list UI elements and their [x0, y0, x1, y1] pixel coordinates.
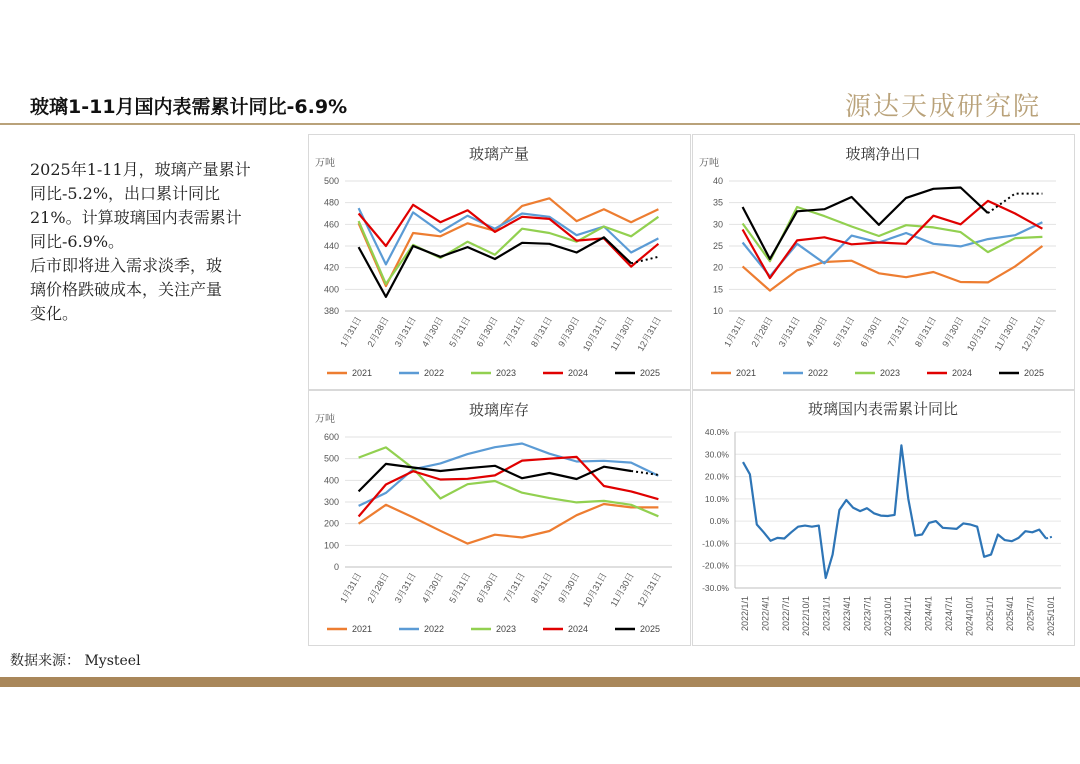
x-tick-label: 10月31日 — [580, 315, 609, 353]
x-tick-label: 2月28日 — [365, 571, 391, 605]
title-divider — [0, 123, 1080, 125]
y-tick-label: 40.0% — [704, 427, 729, 437]
y-tick-label: 480 — [323, 197, 339, 208]
logo: 源达天成研究院 — [845, 92, 1042, 122]
footer-bar — [0, 677, 1080, 687]
x-tick-label: 5月31日 — [447, 315, 473, 349]
y-tick-label: 0.0% — [709, 516, 729, 527]
y-tick-label: 35 — [712, 197, 723, 208]
y-tick-label: 460 — [323, 219, 339, 230]
legend-label: 2022 — [808, 368, 829, 378]
legend-label: 2024 — [952, 368, 973, 378]
legend-label: 2022 — [424, 624, 445, 634]
x-tick-label: 9月30日 — [556, 571, 582, 605]
legend-label: 2025 — [640, 624, 661, 634]
x-tick-label: 7月31日 — [501, 315, 527, 349]
x-tick-label: 6月30日 — [858, 315, 884, 349]
x-tick-label: 4月30日 — [419, 315, 446, 349]
y-tick-label: 40 — [712, 176, 723, 186]
x-tick-label: 7月31日 — [501, 571, 527, 605]
legend-label: 2021 — [352, 624, 373, 634]
y-tick-label: 0 — [333, 562, 339, 572]
x-tick-label: 11月30日 — [608, 315, 636, 353]
unit-label: 万吨 — [315, 414, 335, 425]
summary-line: 2025年1-11月，玻璃产量累计 — [30, 160, 251, 179]
legend-label: 2025 — [1024, 368, 1045, 378]
x-tick-label: 3月31日 — [776, 315, 802, 349]
x-tick-label: 2024/4/1 — [923, 596, 934, 632]
chart-demand-yoy — [692, 390, 1075, 646]
x-tick-label: 4月30日 — [419, 571, 446, 605]
y-tick-label: 500 — [323, 453, 339, 464]
x-tick-label: 11月30日 — [608, 571, 636, 609]
legend-label: 2021 — [736, 368, 757, 378]
page-title: 玻璃1-11月国内表需累计同比-6.9% — [30, 96, 348, 118]
x-tick-label: 2024/7/1 — [944, 596, 954, 632]
y-tick-label: 20.0% — [704, 471, 729, 482]
chart-title: 玻璃国内表需累计同比 — [807, 401, 959, 418]
x-tick-label: 2023/1/1 — [821, 596, 832, 632]
series-line-2025 — [743, 188, 988, 260]
x-tick-label: 5月31日 — [447, 571, 473, 605]
x-tick-label: 1月31日 — [338, 315, 364, 349]
chart-demand-yoy-svg — [693, 391, 1074, 645]
x-tick-label: 4月30日 — [803, 315, 830, 349]
x-tick-label: 2025/4/1 — [1005, 596, 1016, 632]
chart-net-export-svg — [693, 135, 1074, 389]
y-tick-label: 30 — [712, 219, 723, 230]
x-tick-label: 2022/7/1 — [780, 596, 791, 632]
chart-net-export — [692, 134, 1075, 390]
x-tick-label: 2023/4/1 — [842, 596, 852, 632]
x-tick-label: 8月31日 — [528, 315, 555, 349]
y-tick-label: 100 — [323, 540, 339, 551]
x-tick-label: 3月31日 — [392, 571, 418, 605]
x-tick-label: 2022/1/1 — [740, 596, 750, 632]
x-tick-label: 2024/1/1 — [903, 596, 914, 632]
x-tick-label: 2025/1/1 — [984, 596, 995, 632]
data-source: 数据来源： Mysteel — [10, 653, 141, 669]
summary-text — [30, 158, 292, 326]
x-tick-label: 2024/10/1 — [964, 596, 975, 637]
x-tick-label: 10月31日 — [580, 571, 609, 609]
unit-label: 万吨 — [315, 158, 335, 169]
x-tick-label: 2023/7/1 — [862, 596, 873, 632]
summary-line: 变化。 — [30, 304, 79, 323]
series-line-2022 — [359, 208, 659, 264]
x-tick-label: 5月31日 — [831, 315, 857, 349]
x-tick-label: 2月28日 — [749, 315, 775, 349]
x-tick-label: 2025/10/1 — [1046, 596, 1056, 637]
legend-label: 2023 — [496, 624, 517, 634]
y-tick-label: 440 — [323, 241, 339, 251]
x-tick-label: 12月31日 — [635, 571, 664, 609]
y-tick-label: 380 — [323, 306, 339, 316]
chart-title: 玻璃库存 — [468, 402, 530, 419]
legend-label: 2021 — [352, 368, 373, 378]
y-tick-label: 300 — [323, 497, 339, 507]
x-tick-label: 1月31日 — [338, 571, 364, 605]
x-tick-label: 12月31日 — [1019, 315, 1048, 353]
y-tick-label: 600 — [323, 432, 339, 442]
chart-production — [308, 134, 691, 390]
x-tick-label: 3月31日 — [392, 315, 418, 349]
legend-label: 2024 — [568, 368, 589, 378]
x-tick-label: 10月31日 — [964, 315, 993, 353]
x-tick-label: 6月30日 — [474, 315, 500, 349]
y-tick-label: 20 — [712, 262, 723, 273]
x-tick-label: 1月31日 — [722, 315, 748, 349]
y-tick-label: -10.0% — [702, 538, 729, 549]
y-tick-label: 10.0% — [704, 493, 729, 504]
x-tick-label: 7月31日 — [885, 315, 911, 349]
summary-line: 后市即将进入需求淡季，玻 — [30, 256, 223, 275]
chart-inventory-svg — [309, 391, 690, 645]
legend-label: 2022 — [424, 368, 445, 378]
chart-production-svg — [309, 135, 690, 389]
chart-title: 玻璃净出口 — [845, 146, 921, 163]
legend-label: 2024 — [568, 624, 589, 634]
y-tick-label: 400 — [323, 284, 339, 295]
y-tick-label: 420 — [323, 262, 339, 273]
x-tick-label: 2022/4/1 — [760, 596, 771, 632]
x-tick-label: 2025/7/1 — [1025, 596, 1036, 632]
legend-label: 2025 — [640, 368, 661, 378]
x-tick-label: 2022/10/1 — [801, 596, 812, 637]
forecast-line — [1046, 537, 1053, 539]
legend-label: 2023 — [496, 368, 517, 378]
x-tick-label: 9月30日 — [940, 315, 966, 349]
legend-label: 2023 — [880, 368, 901, 378]
summary-line: 同比-5.2%，出口累计同比 — [30, 184, 221, 203]
x-tick-label: 8月31日 — [912, 315, 939, 349]
summary-line: 同比-6.9%。 — [30, 232, 125, 251]
y-tick-label: -20.0% — [702, 560, 729, 571]
series-line-yoy — [743, 445, 1046, 578]
x-tick-label: 2023/10/1 — [882, 596, 893, 637]
y-tick-label: 30.0% — [704, 449, 729, 460]
summary-line: 21%。计算玻璃国内表需累计 — [30, 208, 242, 227]
x-tick-label: 2月28日 — [365, 315, 391, 349]
y-tick-label: 400 — [323, 475, 339, 486]
y-tick-label: 25 — [712, 241, 723, 251]
y-tick-label: 500 — [323, 176, 339, 186]
forecast-line — [988, 194, 1043, 214]
x-tick-label: 12月31日 — [635, 315, 664, 353]
y-tick-label: 15 — [712, 284, 723, 295]
y-tick-label: -30.0% — [702, 583, 729, 593]
y-tick-label: 10 — [712, 306, 723, 316]
summary-line: 璃价格跌破成本，关注产量 — [30, 280, 223, 299]
y-tick-label: 200 — [323, 518, 339, 529]
x-tick-label: 8月31日 — [528, 571, 555, 605]
unit-label: 万吨 — [699, 158, 719, 169]
x-tick-label: 6月30日 — [474, 571, 500, 605]
chart-title: 玻璃产量 — [468, 146, 530, 163]
x-tick-label: 11月30日 — [992, 315, 1020, 353]
x-tick-label: 9月30日 — [556, 315, 582, 349]
chart-inventory — [308, 390, 691, 646]
